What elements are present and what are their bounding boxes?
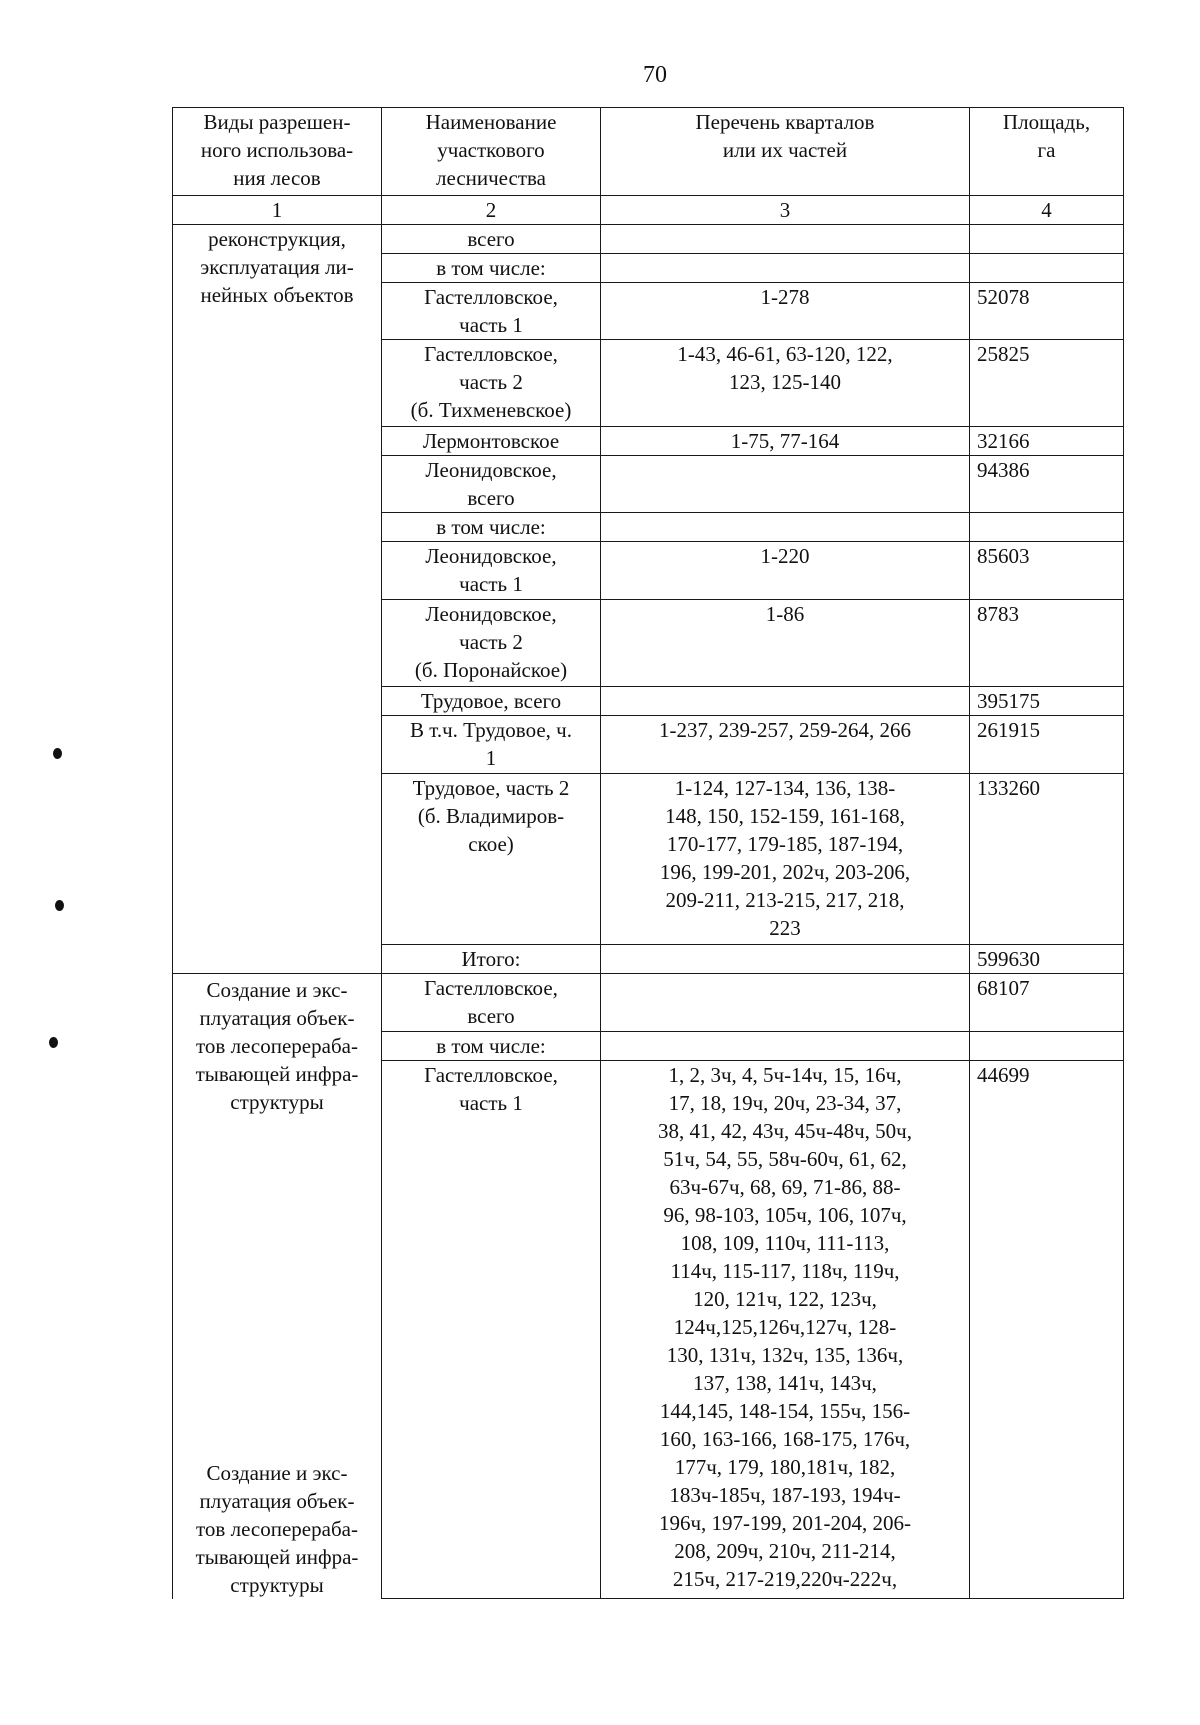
column-number: 4: [970, 196, 1124, 225]
use-type-text-repeat: Создание и экс- плуатация объек- тов лесоперераба- тывающей инфра- структуры: [195, 1460, 359, 1597]
forestry-name-cell: Итого:: [382, 945, 601, 974]
forestry-name-cell: в том числе:: [382, 513, 601, 542]
area-cell: [970, 513, 1124, 542]
forestry-name-cell: Леонидовское, часть 2 (б. Поронайское): [382, 600, 601, 687]
quarters-cell: 1-43, 46-61, 63-120, 122, 123, 125-140: [601, 340, 970, 427]
header-forestry-name: Наименование участкового лесничества: [382, 108, 601, 196]
area-cell: 8783: [970, 600, 1124, 687]
quarters-cell: [601, 945, 970, 974]
area-cell: [970, 225, 1124, 254]
forestry-name-cell: Гастелловское, часть 1: [382, 283, 601, 340]
forestry-name-cell: Лермонтовское: [382, 427, 601, 456]
scan-mark: [53, 748, 62, 759]
header-use-type: Виды разрешен- ного использова- ния лесов: [173, 108, 382, 196]
column-number: 2: [382, 196, 601, 225]
quarters-cell: [601, 513, 970, 542]
quarters-cell: 1-278: [601, 283, 970, 340]
quarters-cell: 1-124, 127-134, 136, 138- 148, 150, 152-159, 161-168, 170-177, 179-185, 187-194, 196, 199-201, 202ч, 203-206, 209-211, 213-215, 217, 218, 223: [601, 774, 970, 945]
column-number: 1: [173, 196, 382, 225]
forestry-name-cell: Леонидовское, всего: [382, 456, 601, 513]
forestry-name-cell: Гастелловское, часть 1: [382, 1061, 601, 1599]
forestry-name-cell: Трудовое, всего: [382, 687, 601, 716]
use-type-cell: [173, 974, 382, 1599]
use-type-cell: реконструкция, эксплуатация ли- нейных объектов: [173, 225, 382, 974]
forestry-name-cell: Леонидовское, часть 1: [382, 542, 601, 600]
area-cell: 44699: [970, 1061, 1124, 1599]
area-cell: 133260: [970, 774, 1124, 945]
forestry-name-cell: Гастелловское, всего: [382, 974, 601, 1032]
page-number: 70: [643, 62, 667, 88]
area-cell: 395175: [970, 687, 1124, 716]
area-cell: [970, 254, 1124, 283]
header-area: Площадь, га: [970, 108, 1124, 196]
quarters-cell: [601, 687, 970, 716]
area-cell: [970, 1032, 1124, 1061]
table-row: [173, 974, 1124, 1032]
quarters-cell: 1-237, 239-257, 259-264, 266: [601, 716, 970, 774]
area-cell: 52078: [970, 283, 1124, 340]
quarters-cell: 1-86: [601, 600, 970, 687]
quarters-cell: [601, 1032, 970, 1061]
forestry-name-cell: В т.ч. Трудовое, ч. 1: [382, 716, 601, 774]
area-cell: 94386: [970, 456, 1124, 513]
quarters-cell: [601, 254, 970, 283]
area-cell: 25825: [970, 340, 1124, 427]
forestry-name-cell: Гастелловское, часть 2 (б. Тихменевское): [382, 340, 601, 427]
quarters-cell: 1-75, 77-164: [601, 427, 970, 456]
area-cell: 261915: [970, 716, 1124, 774]
forest-use-table: [172, 107, 1124, 1599]
area-cell: 599630: [970, 945, 1124, 974]
quarters-cell: 1, 2, 3ч, 4, 5ч-14ч, 15, 16ч, 17, 18, 19ч, 20ч, 23-34, 37, 38, 41, 42, 43ч, 45ч-48ч, 50ч, 51ч, 54, 55, 58ч-60ч, 61, 62, 63ч-67ч, 68, 69, 71-86, 88- 96, 98-103, 105ч, 106, 107ч, 108, 109, 110ч, 111-113, 114ч, 115-117, 118ч, 119ч, 120, 121ч, 122, 123ч, 124ч,125,126ч,127ч, 128- 130, 131ч, 132ч, 135, 136ч, 137, 138, 141ч, 143ч, 144,145, 148-154, 155ч, 156- 160, 163-166, 168-175, 176ч, 177ч, 179, 180,181ч, 182, 183ч-185ч, 187-193, 194ч- 196ч, 197-199, 201-204, 206- 208, 209ч, 210ч, 211-214, 215ч, 217-219,220ч-222ч,: [601, 1061, 970, 1599]
quarters-cell: [601, 456, 970, 513]
scan-mark: [49, 1037, 58, 1048]
area-cell: 32166: [970, 427, 1124, 456]
use-type-text: Создание и экс- плуатация объек- тов лесоперераба- тывающей инфра- структуры: [195, 978, 359, 1114]
forestry-name-cell: всего: [382, 225, 601, 254]
forestry-name-cell: Трудовое, часть 2 (б. Владимиров- ское): [382, 774, 601, 945]
area-cell: 85603: [970, 542, 1124, 600]
forestry-name-cell: в том числе:: [382, 1032, 601, 1061]
column-number: 3: [601, 196, 970, 225]
forestry-name-cell: в том числе:: [382, 254, 601, 283]
table-header-row: [173, 108, 1124, 196]
area-cell: 68107: [970, 974, 1124, 1032]
scan-mark: [55, 900, 64, 911]
quarters-cell: 1-220: [601, 542, 970, 600]
quarters-cell: [601, 974, 970, 1032]
quarters-cell: [601, 225, 970, 254]
table-row: [173, 225, 1124, 254]
column-number-row: [173, 196, 1124, 225]
header-quarters: Перечень кварталов или их частей: [601, 108, 970, 196]
